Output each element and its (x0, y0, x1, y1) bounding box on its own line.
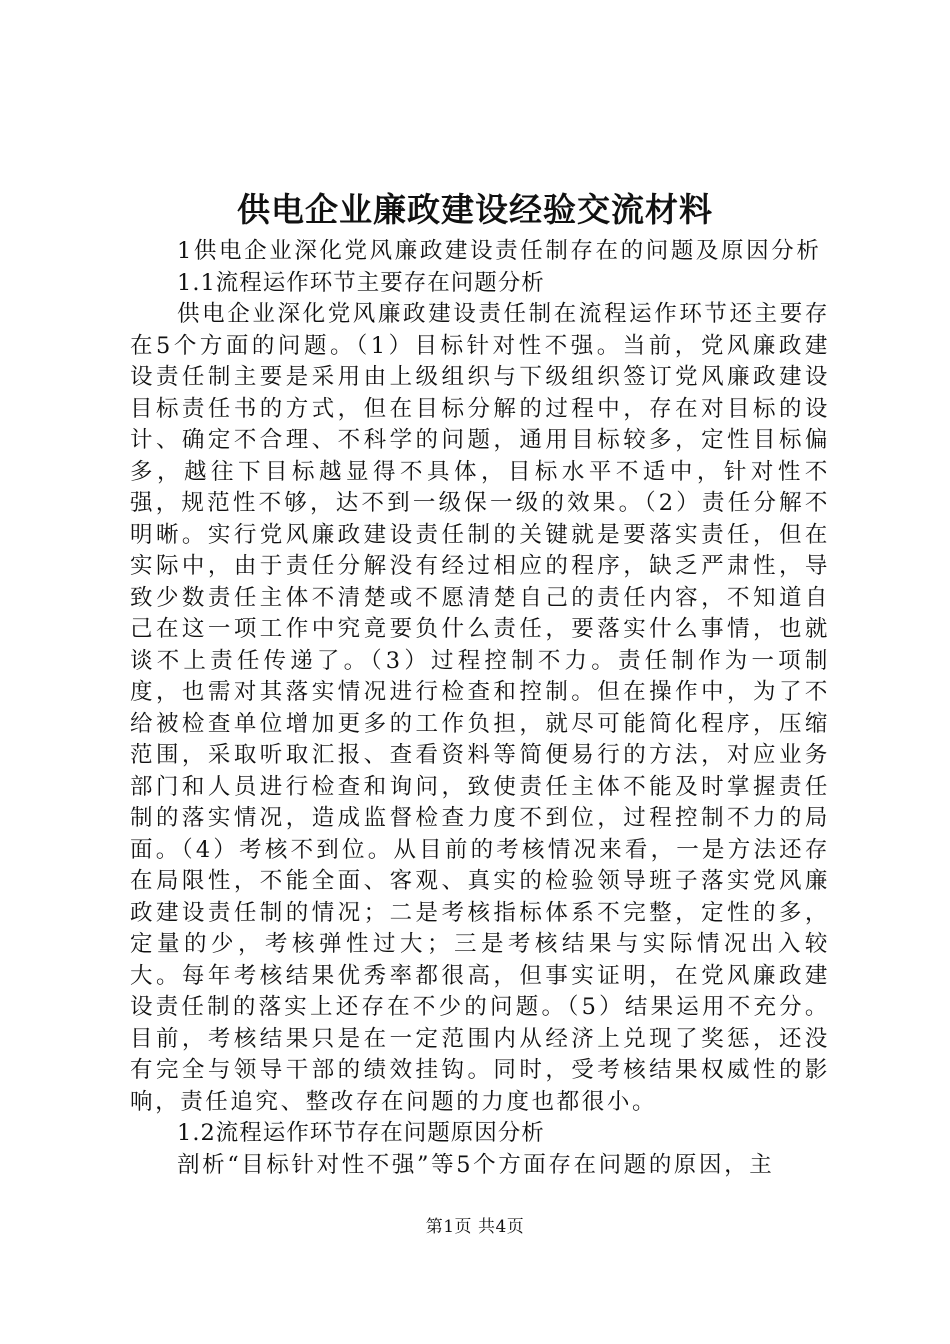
subsection-heading-1-1: 1.1流程运作环节主要存在问题分析 (177, 269, 545, 296)
page-footer: 第1页 共4页 (425, 1217, 525, 1237)
section-heading-1: 1供电企业深化党风廉政建设责任制存在的问题及原因分析 (177, 238, 822, 264)
body-paragraph: 供电企业深化党风廉政建设责任制在流程运作环节还主要存在5个方面的问题。（1）目标针对性不强。当前，党风廉政建设责任制主要是采用由上级组织与下级组织签订党风廉政建设目标责任书的方式，但在目标分解的过程中，存在对目标的设计、确定不合理、不科学的问题，通用目标较多，定性目标偏多，越往下目标越显得不具体，目标水平不适中，针对性不强，规范性不够，达不到一级保一级的效果。（2）责任分解不明晰。实行党风廉政建设责任制的关键就是要落实责任，但在实际中，由于责任分解没有经过相应的程序，缺乏严肃性，导致少数责任主体不清楚或不愿清楚自己的责任内容，不知道自己在这一项工作中究竟要负什么责任，要落实什么事情，也就谈不上责任传递了。（3）过程控制不力。责任制作为一项制度，也需对其落实情况进行检查和控制。但在操作中，为了不给被检查单位增加更多的工作负担，就尽可能简化程序，压缩范围，采取听取汇报、查看资料等简便易行的方法，对应业务部门和人员进行检查和询问，致使责任主体不能及时掌握责任制的落实情况，造成监督检查力度不到位，过程控制不力的局面。（4）考核不到位。从目前的考核情况来看，一是方法还存在局限性，不能全面、客观、真实的检验领导班子落实党风廉政建设责任制的情况；二是考核指标体系不完整，定性的多，定量的少，考核弹性过大；三是考核结果与实际情况出入较大。每年考核结果优秀率都很高，但事实证明，在党风廉政建设责任制的落实上还存在不少的问题。（5）结果运用不充分。目前，考核结果只是在一定范围内从经济上兑现了奖惩，还没有完全与领导干部的绩效挂钩。同时，受考核结果权威性的影响，责任追究、整改存在问题的力度也都很小。 (130, 301, 830, 1115)
document-title: 供电企业廉政建设经验交流材料 (237, 190, 713, 229)
document-body (130, 236, 830, 1181)
subsection-heading-1-2: 1.2流程运作环节存在问题原因分析 (177, 1120, 545, 1146)
body-paragraph-continued: 剖析“目标针对性不强”等5个方面存在问题的原因，主 (177, 1151, 775, 1178)
